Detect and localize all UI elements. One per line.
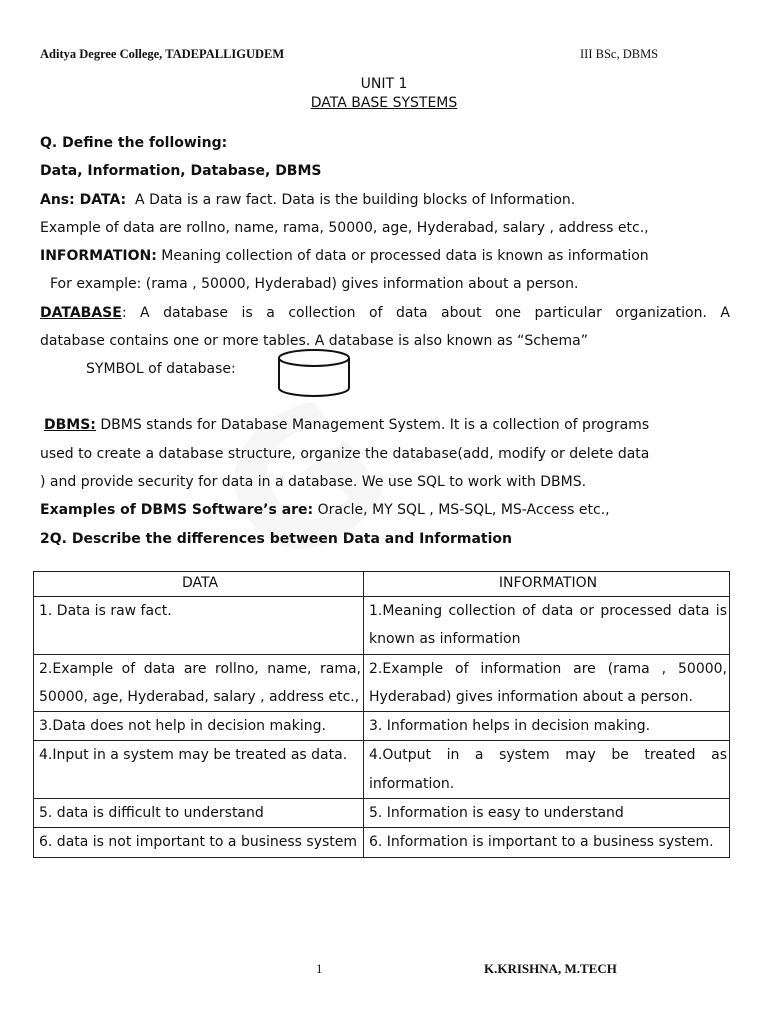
db-def1-text: : A database is a collection of data about one particular organization. A <box>121 304 730 321</box>
table-row <box>34 799 730 828</box>
information-label: INFORMATION: <box>40 248 157 265</box>
ans-data-label: Ans: DATA: <box>40 191 127 208</box>
table-cell: 3.Data does not help in decision making. <box>34 712 364 741</box>
database-symbol-label: SYMBOL of database: <box>86 361 236 378</box>
table-header-row <box>34 572 730 597</box>
data-def-text: A Data is a raw fact. Data is the building blocks of Information. <box>135 191 576 208</box>
dbms-def1-text: DBMS stands for Database Management System. It is a collection of programs <box>100 417 650 434</box>
column-header-data: DATA <box>34 572 364 597</box>
table-cell: 1. Data is raw fact. <box>34 597 364 655</box>
table-cell: 6. data is not important to a business system <box>34 828 364 857</box>
table-row <box>34 654 730 712</box>
dbms-definition-2: used to create a database structure, organize the database(add, modify or delete data <box>40 445 650 462</box>
database-cylinder-icon <box>276 348 352 400</box>
body-content <box>40 129 730 553</box>
information-definition <box>40 242 730 270</box>
data-definition <box>40 186 730 214</box>
dbms-examples <box>40 496 730 524</box>
dbms-examples-text: Oracle, MY SQL , MS-SQL, MS-Access etc., <box>317 502 610 519</box>
table-cell: 4.Output in a system may be treated as information. <box>364 741 730 799</box>
question-2: 2Q. Describe the differences between Data and Information <box>40 530 512 547</box>
table-cell: 5. Information is easy to understand <box>364 799 730 828</box>
table-cell: 3. Information helps in decision making. <box>364 712 730 741</box>
table-cell: 4.Input in a system may be treated as data. <box>34 741 364 799</box>
table-cell: 5. data is difficult to understand <box>34 799 364 828</box>
subject-title: DATA BASE SYSTEMS <box>310 95 458 111</box>
question-1-terms: Data, Information, Database, DBMS <box>40 163 322 180</box>
data-example: Example of data are rollno, name, rama, 50000, age, Hyderabad, salary , address etc., <box>40 219 649 236</box>
dbms-definition-1 <box>40 411 730 439</box>
table-cell: 2.Example of data are rollno, name, rama, 50000, age, Hyderabad, salary , address etc., <box>34 654 364 712</box>
header-course: III BSc, DBMS <box>580 47 659 61</box>
database-definition-1 <box>40 299 730 327</box>
unit-title: UNIT 1 <box>360 76 408 92</box>
table-row <box>34 828 730 857</box>
page-number: 1 <box>316 961 323 976</box>
table-row <box>34 712 730 741</box>
dbms-examples-label: Examples of DBMS Software’s are: <box>40 502 314 519</box>
table-cell: 6. Information is important to a business system. <box>364 828 730 857</box>
information-example: For example: (rama , 50000, Hyderabad) gives information about a person. <box>50 276 579 293</box>
table-row <box>34 597 730 655</box>
table-cell: 1.Meaning collection of data or processed data is known as information <box>364 597 730 655</box>
author-credit: K.KRISHNA, M.TECH <box>484 961 617 976</box>
comparison-table <box>33 571 730 858</box>
header-college: Aditya Degree College, TADEPALLIGUDEM <box>40 47 285 61</box>
dbms-definition-3: ) and provide security for data in a database. We use SQL to work with DBMS. <box>40 473 587 490</box>
question-1: Q. Define the following: <box>40 135 228 151</box>
table-cell: 2.Example of information are (rama , 50000, Hyderabad) gives information about a person. <box>364 654 730 712</box>
database-label: DATABASE <box>40 304 122 321</box>
info-def-text: Meaning collection of data or processed data is known as information <box>161 248 649 265</box>
database-definition-2: database contains one or more tables. A database is also known as “Schema” <box>40 333 588 350</box>
column-header-information: INFORMATION <box>364 572 730 597</box>
dbms-label: DBMS: <box>44 417 96 434</box>
table-row <box>34 741 730 799</box>
database-symbol-line <box>40 355 730 411</box>
